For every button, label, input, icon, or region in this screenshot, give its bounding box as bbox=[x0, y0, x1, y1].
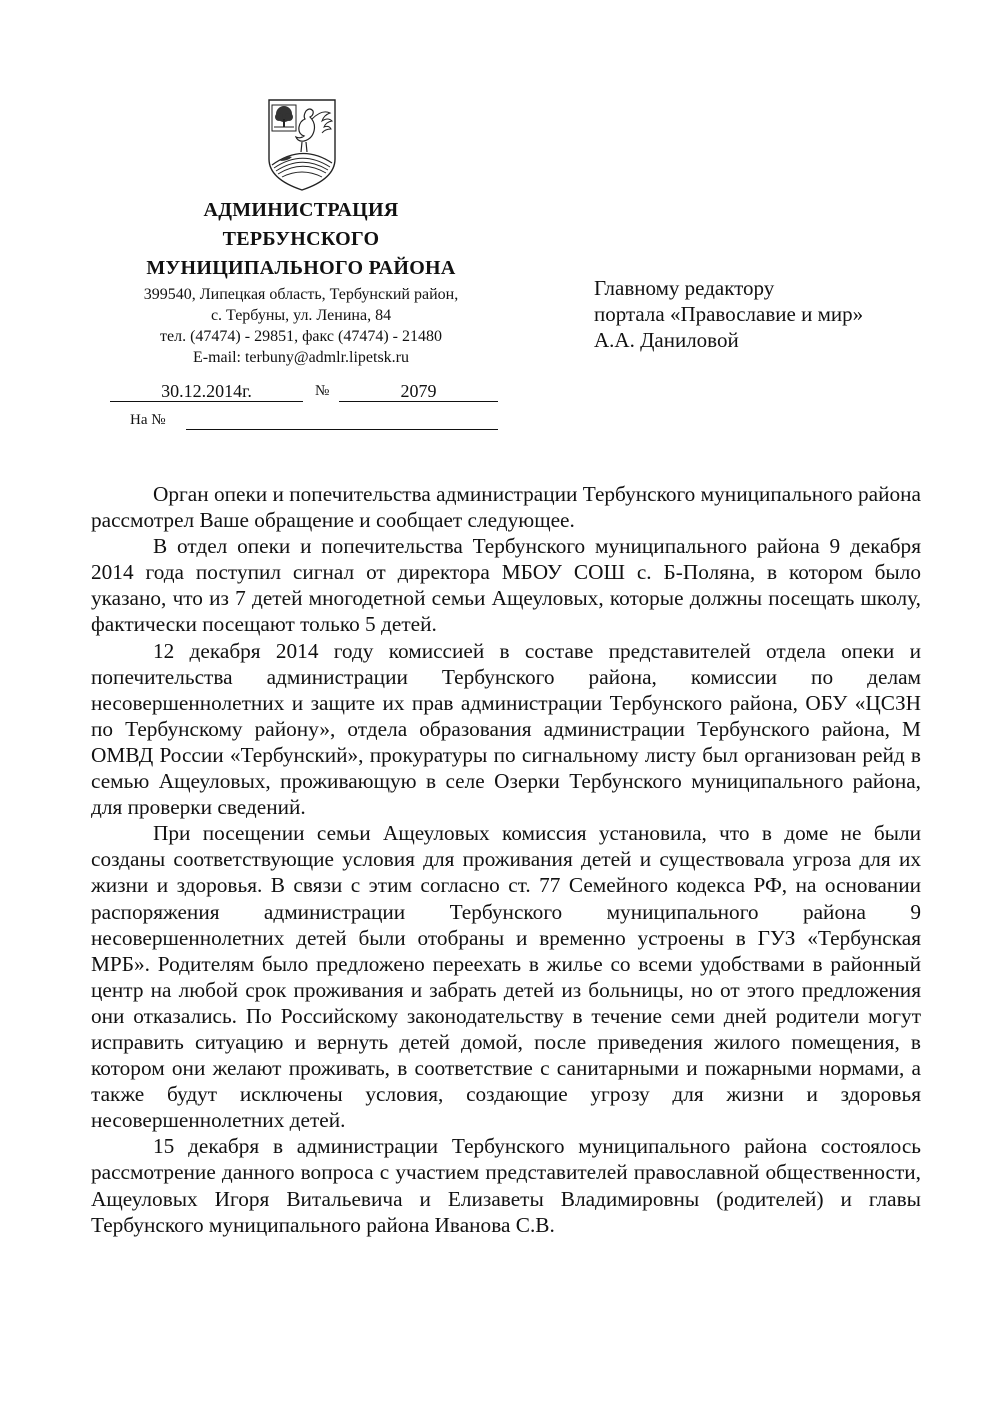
outgoing-number: 2079 bbox=[339, 381, 498, 402]
number-label: № bbox=[315, 383, 330, 399]
reference-row bbox=[130, 410, 500, 432]
letterhead bbox=[100, 196, 502, 368]
body-paragraph: При посещении семьи Ащеуловых комиссия установила, что в доме не были созданы соответствующие условия для проживания детей и существовала угроза для их жизни и здоровья. В связи с этим согласно ст. 77 Семейного кодекса РФ, на основании распоряжения администрации Тербунского муниципального района 9 несовершеннолетних детей были отобраны и временно устроены в ГУЗ «Тербунская МРБ». Родителям было предложено переехать в жилье со всеми удобствами в районный центр на любой срок проживания и забрать детей из больницы, но от этого предложения они отказались. По Российскому законодательству в течение семи дней родители могут исправить ситуацию и вернуть детей домой, после приведения жилого помещения, в котором они желают проживать, в соответствие с санитарными и пожарными нормами, а также будут исключены условия, создающие угрозу для жизни и здоровья несовершеннолетних детей. bbox=[91, 821, 921, 1133]
addressee-line: Главному редактору bbox=[594, 276, 775, 300]
body-paragraph: 15 декабря в администрации Тербунского муниципального района состоялось рассмотрение данного вопроса с участием представителей православной общественности, Ащеуловых Игоря Витальевича и Елизаветы Владимировны (родителей) и главы Тербунского муниципального района Иванова С.В. bbox=[91, 1134, 921, 1237]
body-paragraph: Орган опеки и попечительства администрации Тербунского муниципального района рассмотрел Ваше обращение и сообщает следующее. bbox=[91, 482, 921, 533]
organization-name bbox=[100, 196, 502, 283]
addressee-line: А.А. Даниловой bbox=[594, 328, 739, 352]
letter-body bbox=[91, 481, 921, 1238]
body-paragraph: 12 декабря 2014 году комиссией в составе представителей отдела опеки и попечительства администрации Тербунского района, комиссии по делам несовершеннолетних и защите их прав администрации Тербунского района, ОБУ «ЦСЗН по Тербунскому району», отдела образования администрации Тербунского района, М ОМВД России «Тербунский», прокуратуры по сигнальному листу был организован рейд в семью Ащеуловых, проживающую в селе Озерки Тербунского муниципального района, для проверки сведений. bbox=[91, 638, 921, 820]
reference-number-line bbox=[186, 410, 498, 430]
registration-row bbox=[110, 381, 500, 403]
addressee-line: портала «Православие и мир» bbox=[594, 302, 864, 326]
reference-label: На № bbox=[130, 412, 166, 428]
org-name-line: МУНИЦИПАЛЬНОГО РАЙОНА bbox=[146, 257, 456, 279]
phone-fax-line: тел. (47474) - 29851, факс (47474) - 21480 bbox=[160, 328, 442, 345]
email-line: E-mail: terbuny@admlr.lipetsk.ru bbox=[192, 349, 410, 366]
body-paragraph: В отдел опеки и попечительства Тербунского муниципального района 9 декабря 2014 года поступил сигнал от директора МБОУ СОШ с. Б-Поляна, в котором было указано, что из 7 детей многодетной семьи Ащеуловых, которые должны посещать школу, фактически посещают только 5 детей. bbox=[91, 534, 921, 637]
coat-of-arms-icon bbox=[266, 97, 338, 193]
outgoing-date: 30.12.2014г. bbox=[110, 381, 303, 402]
address-line: 399540, Липецкая область, Тербунский район, bbox=[143, 286, 459, 303]
address-line: с. Тербуны, ул. Ленина, 84 bbox=[210, 307, 392, 324]
addressee-block bbox=[594, 275, 863, 353]
organization-address bbox=[100, 284, 502, 368]
org-name-line: ТЕРБУНСКОГО bbox=[222, 228, 380, 250]
org-name-line: АДМИНИСТРАЦИЯ bbox=[203, 199, 399, 221]
